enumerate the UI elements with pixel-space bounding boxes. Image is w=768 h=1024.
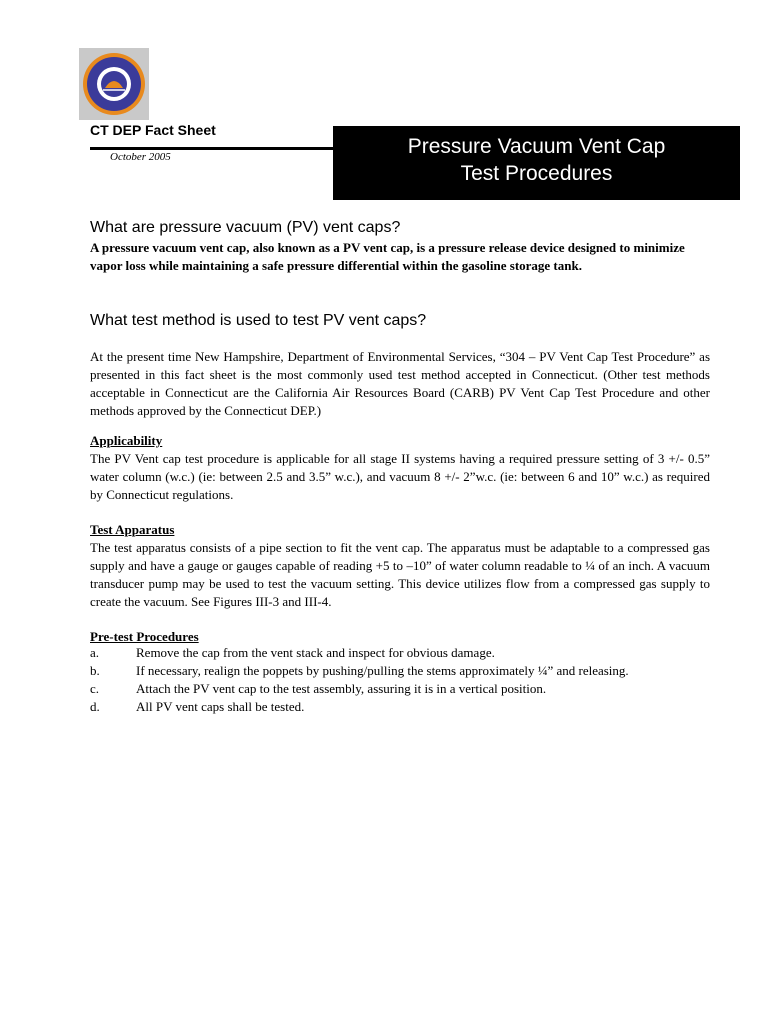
apparatus-section: [90, 521, 710, 611]
list-item: [90, 644, 710, 662]
step-letter: a.: [90, 645, 100, 660]
test-method-paragraph: At the present time New Hampshire, Department of Environmental Services, “304 – PV Vent Cap Test Procedure” as presented in this fact sheet is the most commonly used test method accepted in Connecticut. (Other test methods acceptable in Connecticut are the California Air Resources Board (CARB) PV Vent Cap Test Procedure and other methods approved by the Connecticut DEP.): [90, 349, 710, 418]
fact-sheet-label: CT DEP Fact Sheet: [90, 122, 216, 138]
pretest-heading: Pre-test Procedures: [90, 629, 199, 644]
publication-date: October 2005: [110, 151, 171, 163]
section-heading-test-method: What test method is used to test PV vent caps?: [90, 312, 427, 329]
step-text: Remove the cap from the vent stack and inspect for obvious damage.: [136, 645, 495, 660]
step-letter: d.: [90, 699, 100, 714]
step-text: All PV vent caps shall be tested.: [136, 699, 305, 714]
step-text: Attach the PV vent cap to the test assembly, assuring it is in a vertical position.: [136, 681, 547, 696]
apparatus-body: The test apparatus consists of a pipe section to fit the vent cap. The apparatus must be adaptable to a compressed gas supply and have a gauge or gauges capable of reading +5 to –10” of water column readable to ¼ of an inch. A vacuum transducer pump may be used to test the vacuum setting. This device utilizes flow from a compressed gas supply to create the vacuum. See Figures III-3 and III-4.: [90, 540, 710, 609]
section-heading-pv-caps: What are pressure vacuum (PV) vent caps?: [90, 219, 401, 236]
step-letter: c.: [90, 681, 100, 696]
applicability-body: The PV Vent cap test procedure is applicable for all stage II systems having a required pressure setting of 3 +/- 0.5” water column (w.c.) (ie: between 2.5 and 3.5” w.c.), and vacuum 8 +/- 2”w.c. (ie: between 6 and 10” w.c.) as required by Connecticut regulations.: [90, 451, 710, 502]
header-rule: [90, 147, 335, 150]
pv-caps-definition: A pressure vacuum vent cap, also known as a PV vent cap, is a pressure release device designed to minimize vapor loss while maintaining a safe pressure differential within the gasoline storage tank.: [90, 240, 685, 273]
dep-seal-logo: [79, 48, 149, 120]
title-line-2: Test Procedures: [460, 162, 613, 185]
seal-icon: [79, 48, 149, 120]
list-item: [90, 698, 710, 716]
apparatus-heading: Test Apparatus: [90, 522, 175, 537]
title-banner: [333, 126, 740, 200]
applicability-section: [90, 432, 710, 504]
applicability-heading: Applicability: [90, 433, 163, 448]
step-letter: b.: [90, 663, 100, 678]
title-line-1: Pressure Vacuum Vent Cap: [407, 135, 666, 158]
step-text: If necessary, realign the poppets by pushing/pulling the stems approximately ¼” and releasing.: [136, 663, 629, 678]
list-item: [90, 662, 710, 680]
pretest-steps-list: [90, 644, 710, 716]
list-item: [90, 680, 710, 698]
